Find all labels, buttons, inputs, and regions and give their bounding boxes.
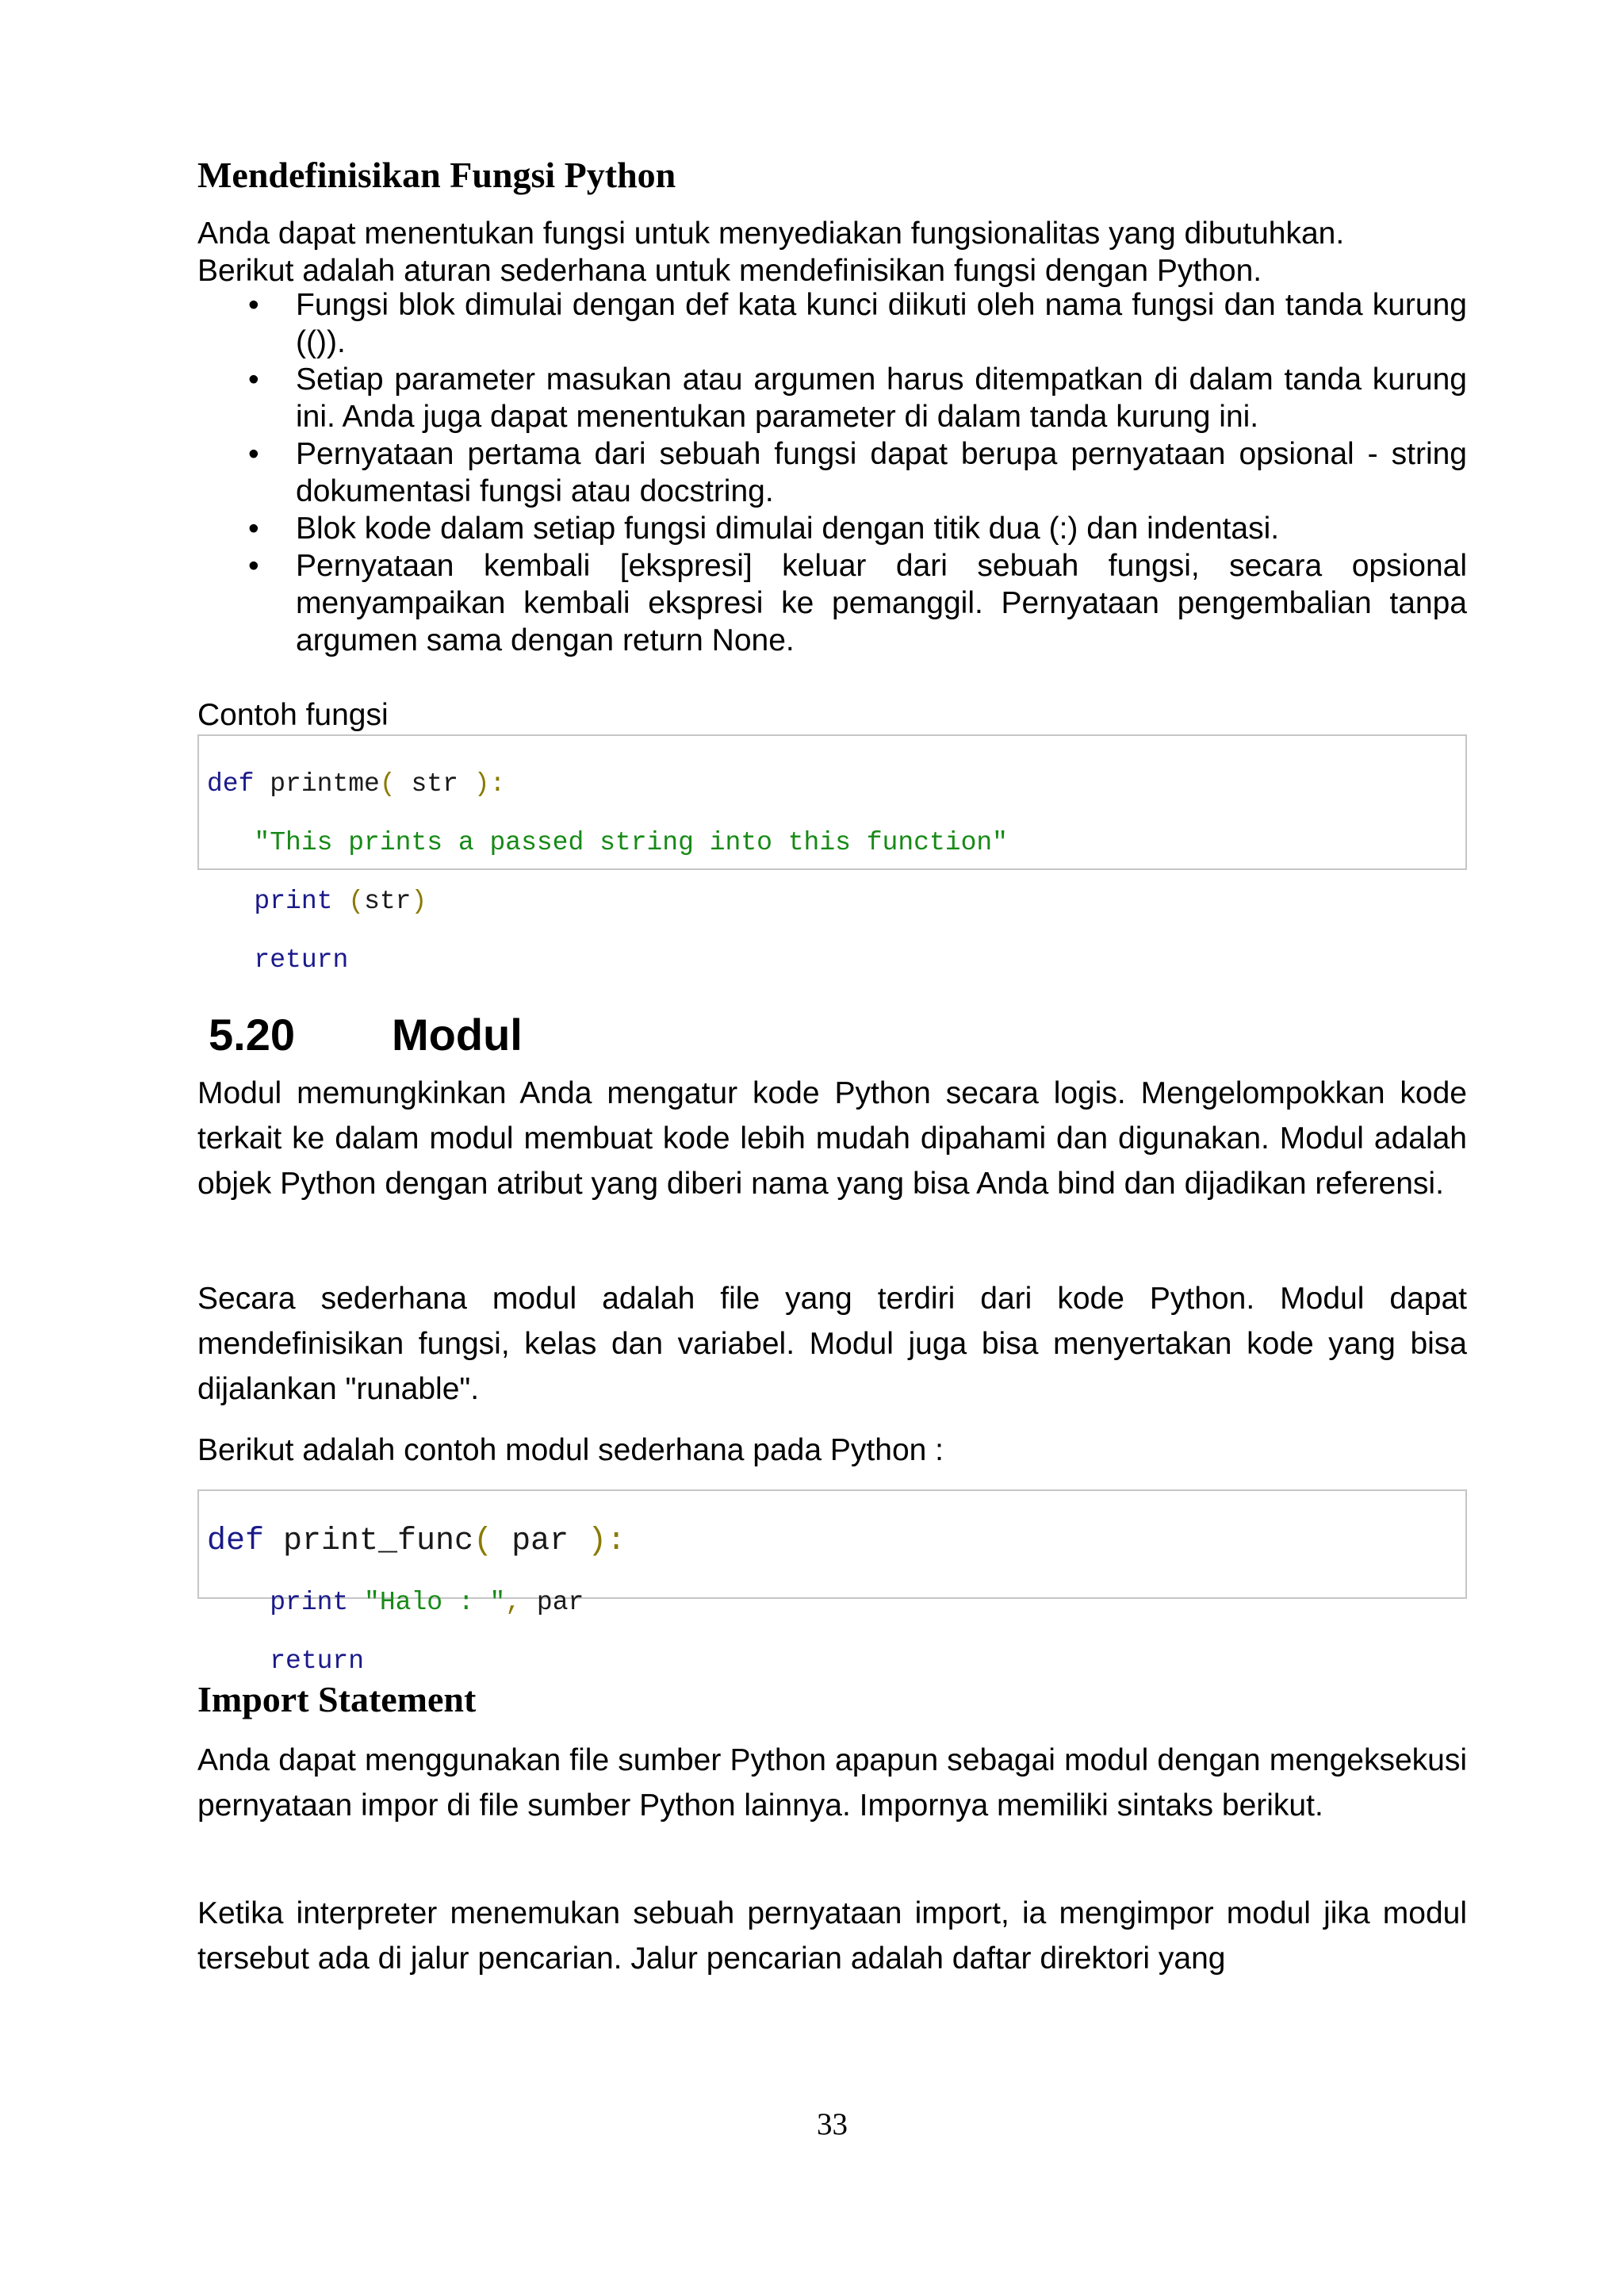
modul-paragraph-3: Berikut adalah contoh modul sederhana pada Python : — [197, 1433, 944, 1467]
document-page — [197, 0, 1466, 2296]
page-number: 33 — [817, 2107, 848, 2141]
code-line — [207, 887, 1457, 917]
code-identifier: par — [492, 1524, 588, 1559]
code-keyword: print — [254, 887, 333, 916]
code-identifier: str — [395, 769, 474, 799]
code-keyword: return — [254, 945, 349, 975]
modul-paragraph-1: Modul memungkinkan Anda mengatur kode Python secara logis. Mengelompokkan kode terkait ke dalam modul membuat kode lebih mudah dipahami dan digunakan. Modul adalah objek Python dengan atribut yang diberi nama yang bisa Anda bind dan dijadikan referensi. — [197, 1076, 1467, 1201]
list-item-text: Pernyataan kembali [ekspresi] keluar dari sebuah fungsi, secara opsional menyampaikan kembali ekspresi ke pemanggil. Pernyataan pengembalian tanpa argumen sama dengan return None. — [296, 549, 1467, 657]
code-indent — [207, 945, 254, 975]
code-keyword: return — [270, 1646, 365, 1676]
example-label: Contoh fungsi — [197, 698, 389, 732]
code-indent — [207, 887, 254, 916]
code-line — [207, 828, 1457, 858]
list-item — [197, 361, 1467, 435]
code-block-printme — [197, 734, 1467, 975]
import-heading: Import Statement — [197, 1679, 477, 1719]
list-item-text: Fungsi blok dimulai dengan def kata kunci diikuti oleh nama fungsi dan tanda kurung (()). — [296, 288, 1467, 359]
code-identifier: print_func — [264, 1524, 474, 1559]
list-item-text: Blok kode dalam setiap fungsi dimulai dengan titik dua (:) dan indentasi. — [296, 512, 1280, 546]
code-string: "Halo : " — [348, 1588, 506, 1617]
code-string: "This prints a passed string into this function" — [254, 828, 1008, 857]
code-block-print-func — [197, 1489, 1467, 1676]
bullet-icon: • — [248, 549, 259, 583]
code-line — [207, 1524, 1457, 1559]
list-item — [197, 435, 1467, 510]
code-indent — [207, 828, 254, 857]
section-title: Modul — [392, 1010, 523, 1060]
fungsi-rules-list — [197, 286, 1467, 659]
code-indent — [207, 1588, 270, 1617]
code-punct: ): — [473, 769, 506, 799]
list-item — [197, 510, 1467, 547]
code-indent — [207, 1646, 270, 1676]
list-item — [197, 286, 1467, 361]
import-paragraph-2: Ketika interpreter menemukan sebuah pernyataan import, ia mengimpor modul jika modul tersebut ada di jalur pencarian. Jalur pencarian adalah daftar direktori yang — [197, 1896, 1467, 1976]
code-punct: ( — [473, 1524, 493, 1559]
import-paragraph-1: Anda dapat menggunakan file sumber Python apapun sebagai modul dengan mengeksekusi pernyataan impor di file sumber Python lainnya. Impornya memiliki sintaks berikut. — [197, 1743, 1467, 1823]
code-identifier: str — [364, 887, 412, 916]
code-punct: , — [505, 1588, 522, 1617]
code-punct: ( — [332, 887, 365, 916]
code-punct: ) — [411, 887, 427, 916]
bullet-icon: • — [248, 288, 259, 322]
code-keyword: def — [207, 769, 255, 799]
code-keyword: print — [270, 1588, 349, 1617]
code-identifier: par — [521, 1588, 584, 1617]
bullet-icon: • — [248, 362, 259, 397]
code-line — [207, 769, 1457, 799]
code-line — [207, 945, 1457, 976]
fungsi-intro-line1: Anda dapat menentukan fungsi untuk menyediakan fungsionalitas yang dibutuhkan. — [197, 217, 1345, 251]
code-punct: ( — [379, 769, 396, 799]
code-line — [207, 1646, 1457, 1677]
fungsi-heading: Mendefinisikan Fungsi Python — [197, 155, 676, 195]
bullet-icon: • — [248, 512, 259, 546]
list-item — [197, 547, 1467, 659]
code-keyword: def — [207, 1524, 265, 1559]
code-line — [207, 1588, 1457, 1618]
code-identifier: printme — [254, 769, 380, 799]
list-item-text: Pernyataan pertama dari sebuah fungsi dapat berupa pernyataan opsional - string dokumentasi fungsi atau docstring. — [296, 437, 1467, 508]
code-punct: ): — [588, 1524, 626, 1559]
fungsi-intro-line2: Berikut adalah aturan sederhana untuk mendefinisikan fungsi dengan Python. — [197, 254, 1262, 288]
list-item-text: Setiap parameter masukan atau argumen harus ditempatkan di dalam tanda kurung ini. Anda juga dapat menentukan parameter di dalam tanda kurung ini. — [296, 362, 1467, 434]
section-number: 5.20 — [209, 1010, 295, 1060]
modul-paragraph-2: Secara sederhana modul adalah file yang terdiri dari kode Python. Modul dapat mendefinisikan fungsi, kelas dan variabel. Modul juga bisa menyertakan kode yang bisa dijalankan "runable". — [197, 1282, 1467, 1406]
bullet-icon: • — [248, 437, 259, 471]
